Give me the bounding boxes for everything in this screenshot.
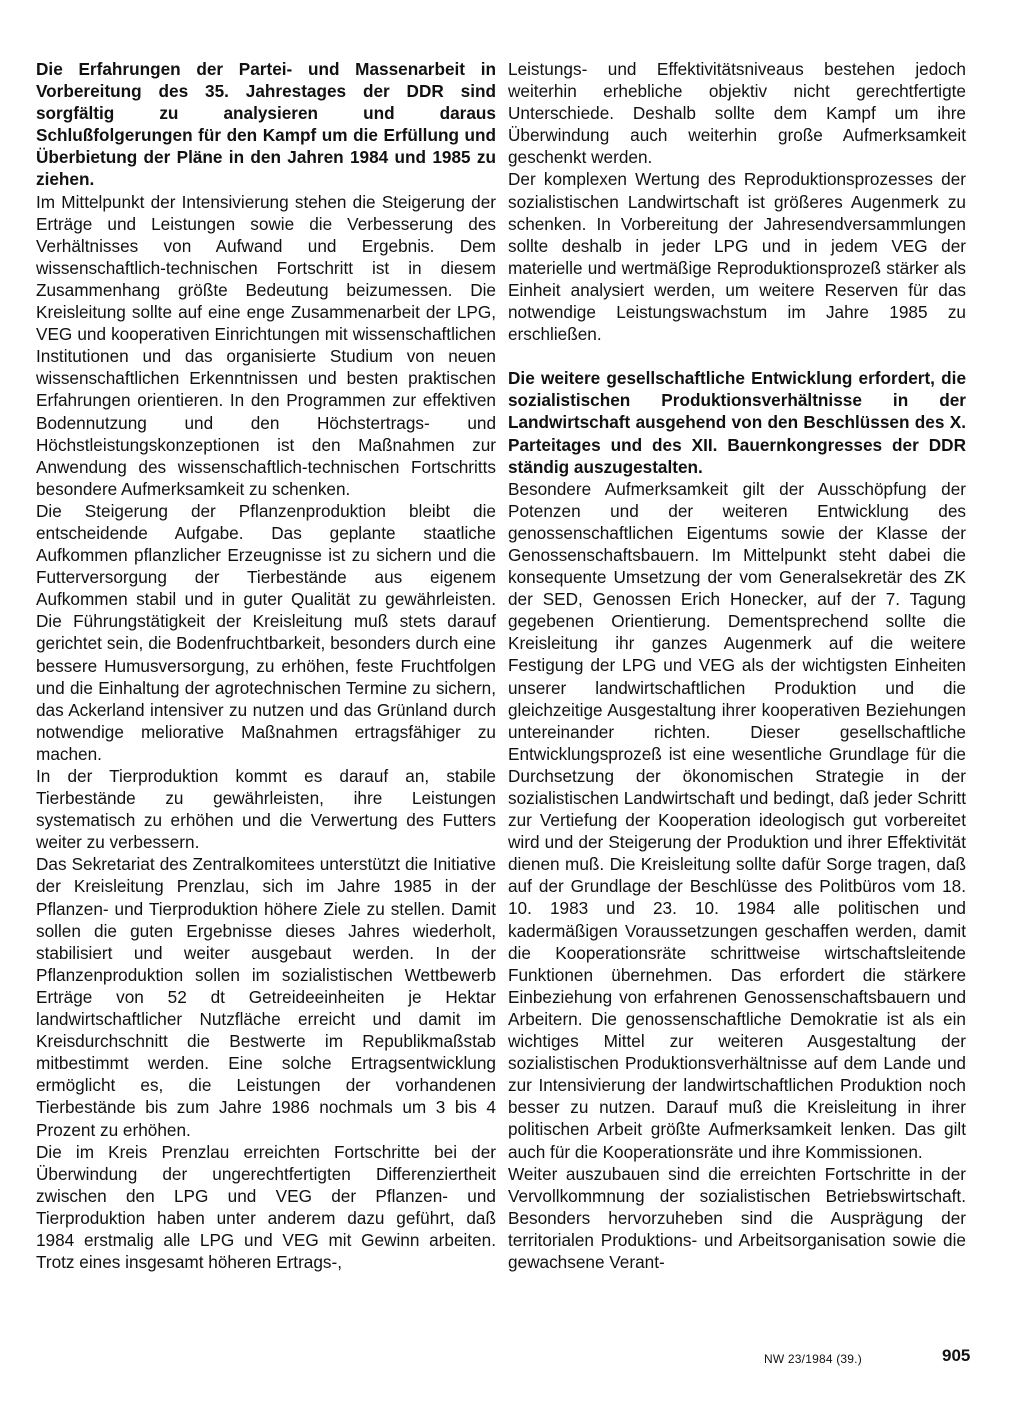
paragraph: Im Mittelpunkt der Intensivierung stehen die Steigerung der Erträge und Leistungen sowie die Verbesserung des Verhältnisses von Aufwand und Ergebnis. Dem wissenschaftlich-technischen Fortschritt ist in diesem Zusammenhang größte Bedeutung beizumessen. Die Kreisleitung sollte auf eine enge Zusammenarbeit der LPG, VEG und kooperativen Einrichtungen mit wissenschaftlichen Institutionen und das organisierte Studium von neuen wissenschaftlichen Erkenntnissen und besten praktischen Erfahrungen orientieren. In den Programmen zur effektiven Bodennutzung und den Höchstertrags- und Höchstleistungskonzeptionen ist den Maßnahmen zur Anwendung des wissenschaftlich-technischen Fortschritts besondere Aufmerksamkeit zu schenken. [36, 191, 496, 499]
section-heading: Die Erfahrungen der Partei- und Massenarbeit in Vorbereitung des 35. Jahrestages der DDR sind sorgfältig zu analysieren und daraus Schlußfolgerungen für den Kampf um die Erfüllung und Überbietung der Pläne in den Jahren 1984 und 1985 zu ziehen. [36, 59, 496, 190]
column-left [36, 58, 496, 1273]
paragraph: Die im Kreis Prenzlau erreichten Fortschritte bei der Überwindung der ungerechtfertigten Differenziertheit zwischen den LPG und VEG der Pflanzen- und Tierproduktion haben unter anderem dazu geführt, daß 1984 erstmalig alle LPG und VEG mit Gewinn arbeiten. Trotz eines insgesamt höheren Ertrags-, [36, 1141, 496, 1273]
paragraph: Leistungs- und Effektivitätsniveaus bestehen jedoch weiterhin erhebliche objektiv nicht gerechtfertigte Unterschiede. Deshalb sollte dem Kampf um ihre Überwindung auch weiterhin große Aufmerksamkeit geschenkt werden. [508, 59, 966, 168]
paragraph: Der komplexen Wertung des Reproduktionsprozesses der sozialistischen Landwirtschaft ist größeres Augenmerk zu schenken. In Vorbereitung der Jahresendversammlungen sollte deshalb in jeder LPG und in jedem VEG der materielle und wertmäßige Reproduktionsprozeß stärker als Einheit analysiert werden, um weitere Reserven für das notwendige Leistungswachstum im Jahre 1985 zu erschließen. [508, 169, 966, 345]
paragraph: Das Sekretariat des Zentralkomitees unterstützt die Initiative der Kreisleitung Prenzlau, sich im Jahre 1985 in der Pflanzen- und Tierproduktion höhere Ziele zu stellen. Damit sollen die guten Ergebnisse dieses Jahres wiederholt, stabilisiert und weiter ausgebaut werden. In der Pflanzenproduktion sollen im sozialistischen Wettbewerb Erträge von 52 dt Getreideeinheiten je Hektar landwirtschaftlicher Nutzfläche erreicht und damit im Kreisdurchschnitt die Bestwerte im Republikmaßstab mitbestimmt werden. Eine solche Ertragsentwicklung ermöglicht es, die Leistungen der vorhandenen Tierbestände bis zum Jahre 1986 nochmals um 3 bis 4 Prozent zu erhöhen. [36, 854, 496, 1140]
issue-reference: NW 23/1984 (39.) [764, 1352, 862, 1366]
section-heading: Die weitere gesellschaftliche Entwicklung erfordert, die sozialistischen Produktionsverhältnisse in der Landwirtschaft ausgehend von den Beschlüssen des X. Parteitages und des XII. Bauernkongresses der DDR ständig auszugestalten. [508, 368, 966, 477]
column-right [508, 58, 966, 1273]
page-number: 905 [942, 1346, 971, 1365]
paragraph: In der Tierproduktion kommt es darauf an, stabile Tierbestände zu gewährleisten, ihre Leistungen systematisch zu erhöhen und die Verwertung des Futters weiter zu verbessern. [36, 766, 496, 853]
paragraph: Die Steigerung der Pflanzenproduktion bleibt die entscheidende Aufgabe. Das geplante staatliche Aufkommen pflanzlicher Erzeugnisse ist zu sichern und die Futterversorgung der Tierbestände aus eigenem Aufkommen stabil und in guter Qualität zu gewährleisten. Die Führungstätigkeit der Kreisleitung muß stets darauf gerichtet sein, die Bodenfruchtbarkeit, besonders durch eine bessere Humusversorgung, zu erhöhen, feste Fruchtfolgen und die Einhaltung der agrotechnischen Termine zu sichern, das Ackerland intensiver zu nutzen und das Grünland durch notwendige meliorative Maßnahmen ertragsfähiger zu machen. [36, 500, 496, 764]
paragraph: Weiter auszubauen sind die erreichten Fortschritte in der Vervollkommnung der sozialistischen Betriebswirtschaft. Besonders hervorzuheben sind die Ausprägung der territorialen Produktions- und Arbeitsorganisation sowie die gewachsene Verant- [508, 1163, 966, 1272]
paragraph: Besondere Aufmerksamkeit gilt der Ausschöpfung der Potenzen und der weiteren Entwicklung des genossenschaftlichen Eigentums sowie der Klasse der Genossenschaftsbauern. Im Mittelpunkt steht dabei die konsequente Umsetzung der vom Generalsekretär des ZK der SED, Genossen Erich Honecker, auf der 7. Tagung gegebenen Orientierung. Dementsprechend sollte die Kreisleitung ihr ganzes Augenmerk auf die weitere Festigung der LPG und VEG als der wichtigsten Einheiten unserer landwirtschaftlichen Produktion und die gleichzeitige Ausgestaltung ihrer kooperativen Beziehungen untereinander richten. Dieser gesellschaftliche Entwicklungsprozeß ist eine wesentliche Grundlage für die Durchsetzung der ökonomischen Strategie in der sozialistischen Landwirtschaft und bedingt, daß jeder Schritt zur Vertiefung der Kooperation ideologisch gut vorbereitet wird und der Steigerung der Produktion und ihrer Effektivität dienen muß. Die Kreisleitung sollte dafür Sorge tragen, daß auf der Grundlage der Beschlüsse des Politbüros vom 18. 10. 1983 und 23. 10. 1984 alle politischen und kadermäßigen Voraussetzungen geschaffen werden, damit die Kooperationsräte schrittweise wirtschaftsleitende Funktionen übernehmen. Das erfordert die stärkere Einbeziehung von erfahrenen Genossenschaftsbauern und Arbeitern. Die genossenschaftliche Demokratie ist als ein wichtiges Mittel zur weiteren Ausgestaltung der sozialistischen Produktionsverhältnisse auf dem Lande und zur Intensivierung der landwirtschaftlichen Produktion noch besser zu nutzen. Darauf muß die Kreisleitung in ihrer politischen Arbeit größte Aufmerksamkeit lenken. Das gilt auch für die Kooperationsräte und ihre Kommissionen. [508, 478, 966, 1162]
